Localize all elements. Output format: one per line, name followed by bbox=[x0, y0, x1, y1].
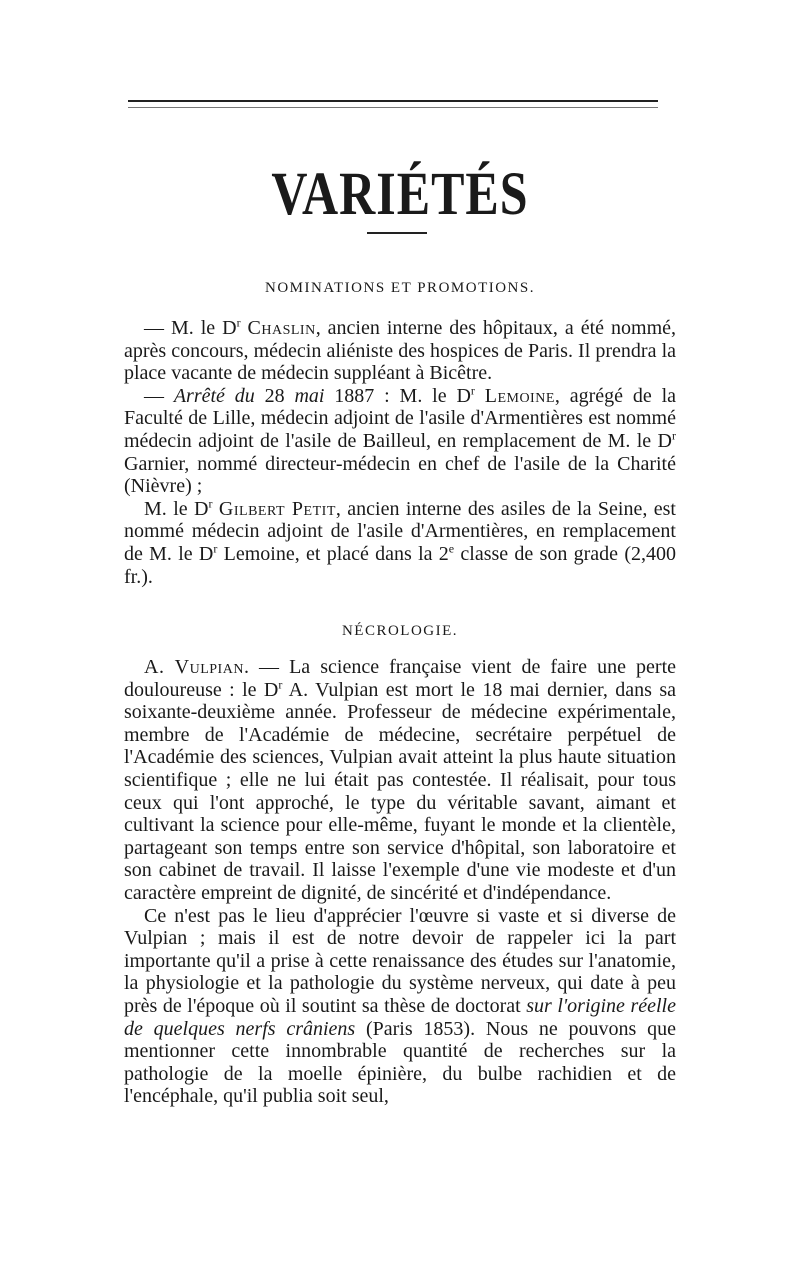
necrologie-text bbox=[124, 656, 676, 1108]
page-title: VARIÉTÉS bbox=[271, 159, 529, 228]
paragraph-arrete: — Arrêté du 28 mai 1887 : M. le $D^r$ Lemoine, agrégé de la Faculté de Lille, médecin adjoint de l'asile d'Armentières est nommé médecin adjoint de l'asile de Bailleul, en remplacement de M. le $D^r$ Garnier, nommé directeur-médecin en chef de l'asile de la Charité (Nièvre) ; bbox=[124, 383, 677, 498]
paragraph-vulpian: A. Vulpian. — La science française vient de faire une perte douloureuse : le $D^r$ A. Vulpian est mort le 18 mai dernier, dans sa soixante-deuxième année. Professeur de médecine expérimentale, membre de l'Académie de médecine, secrétaire perpétuel de l'Académie des sciences, Vulpian avait atteint la plus haute situation scientifique ; elle ne lui était pas contestée. Il réalisait, pour tous ceux qui l'ont approché, le type du véritable savant, aimant et cultivant la science pour elle-même, fuyant le monde et la clientèle, partageant son temps entre son service d'hôpital, son laboratoire et son cabinet de travail. Il laisse l'exemple d'une vie modeste et d'un caractère empreint de dignité, de sincérité et d'indépendance. bbox=[124, 656, 677, 904]
section-heading-necrologie: NÉCROLOGIE. bbox=[341, 623, 459, 639]
thesis-title: sur l'origine réelle de quelques nerfs crâniens bbox=[124, 994, 676, 1040]
section-heading-nominations: NOMINATIONS ET PROMOTIONS. bbox=[265, 280, 535, 296]
title-rule bbox=[367, 232, 427, 234]
paragraph-chaslin: — M. le $D^r$ Chaslin, ancien interne des hôpitaux, a été nommé, après concours, médecin aliéniste des hospices de Paris. Il prendra la place vacante de médecin suppléant à Bicêtre. bbox=[124, 315, 676, 385]
paragraph-gilbert-petit: M. le $D^r$ Gilbert Petit, ancien interne des asiles de la Seine, est nommé médecin adjoint de l'asile d'Armentières, en remplacement de M. le $D^r$ Lemoine, et placé dans la 2e classe de son grade (2,400 fr.). bbox=[124, 496, 676, 588]
header-rule bbox=[128, 100, 658, 102]
paragraph-oeuvre: Ce n'est pas le lieu d'apprécier l'œuvre si vaste et si diverse de Vulpian ; mais il est de notre devoir de rappeler ici la part importante qu'il a prise à cette renaissance des études sur l'anatomie, la physiologie et la pathologie du système nerveux, qui date à peu près de l'époque où il soutint sa thèse de doctorat sur l'origine réelle de quelques nerfs crâniens (Paris 1853). Nous ne pouvons que mentionner cette innombrable quantité de recherches sur la pathologie de la moelle épinière, du bulbe rachidien et de l'encéphale, qu'il publia soit seul, bbox=[124, 904, 676, 1108]
name-chaslin: Chaslin bbox=[247, 317, 316, 339]
nominations-text bbox=[124, 317, 676, 588]
name-lemoine: Lemoine bbox=[484, 384, 555, 407]
name-vulpian: A. Vulpian bbox=[144, 656, 244, 678]
header-rule-secondary bbox=[128, 107, 658, 108]
name-gilbert-petit: Gilbert Petit bbox=[218, 497, 336, 520]
